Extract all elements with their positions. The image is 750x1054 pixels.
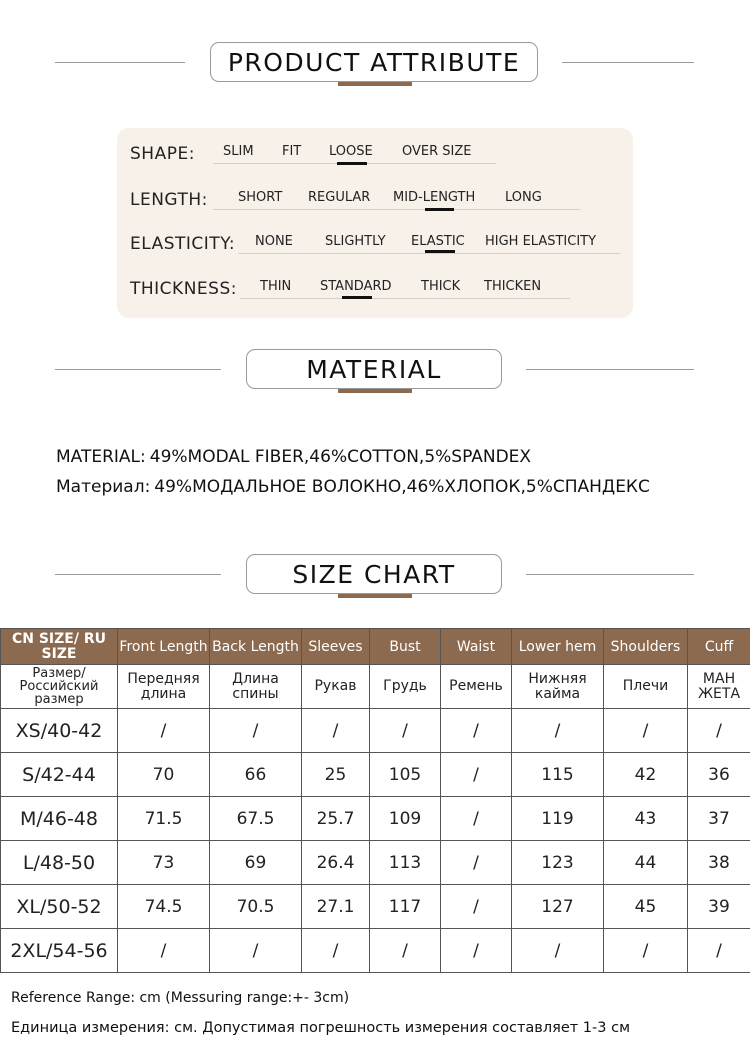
table-cell: /	[441, 929, 512, 973]
size-cell: XL/50-52	[1, 885, 118, 929]
table-cell: 45	[604, 885, 688, 929]
attr-option: LONG	[505, 190, 542, 205]
table-cell: 25.7	[302, 797, 370, 841]
header-cell: Грудь	[370, 665, 441, 709]
table-cell: /	[688, 929, 750, 973]
header-cell: Плечи	[604, 665, 688, 709]
attr-option: THIN	[260, 279, 292, 294]
table-cell: 37	[688, 797, 750, 841]
selected-marker	[425, 208, 454, 211]
divider-line	[55, 574, 221, 575]
table-cell: /	[512, 929, 604, 973]
header-row-en	[1, 629, 750, 665]
table-cell: /	[302, 709, 370, 753]
header-cell: Lower hem	[512, 629, 604, 665]
table-row	[1, 885, 750, 929]
table-cell: 74.5	[118, 885, 210, 929]
table-cell: 127	[512, 885, 604, 929]
section-title-attribute: PRODUCT ATTRIBUTE	[210, 42, 538, 82]
size-cell: L/48-50	[1, 841, 118, 885]
attr-option-selected: STANDARD	[320, 279, 392, 294]
header-row-ru	[1, 665, 750, 709]
attr-option: HIGH ELASTICITY	[485, 234, 597, 249]
attr-option-selected: LOOSE	[329, 144, 373, 159]
header-cell: Длина спины	[210, 665, 302, 709]
reference-note-en: Reference Range: cm (Messuring range:+- 3cm)	[11, 990, 350, 1006]
attr-option: SLIM	[223, 144, 254, 159]
table-row	[1, 841, 750, 885]
table-cell: /	[118, 929, 210, 973]
attr-option: NONE	[255, 234, 293, 249]
table-cell: /	[604, 929, 688, 973]
table-cell: 71.5	[118, 797, 210, 841]
attr-option-selected: ELASTIC	[411, 234, 465, 249]
header-cell: Передняя длина	[118, 665, 210, 709]
size-cell: 2XL/54-56	[1, 929, 118, 973]
title-underline	[338, 594, 412, 598]
attr-label-thickness: THICKNESS:	[130, 279, 237, 299]
size-cell: XS/40-42	[1, 709, 118, 753]
table-cell: 70.5	[210, 885, 302, 929]
table-cell: 25	[302, 753, 370, 797]
attr-rule	[238, 253, 620, 254]
table-cell: 66	[210, 753, 302, 797]
table-cell: 73	[118, 841, 210, 885]
table-cell: /	[604, 709, 688, 753]
material-ru	[56, 477, 650, 497]
divider-line	[526, 369, 694, 370]
table-cell: 36	[688, 753, 750, 797]
table-cell: 39	[688, 885, 750, 929]
attr-label-shape: SHAPE:	[130, 144, 195, 164]
table-cell: 117	[370, 885, 441, 929]
header-cell: Front Length	[118, 629, 210, 665]
attr-option: FIT	[282, 144, 302, 159]
attr-option-selected: MID-LENGTH	[393, 190, 476, 205]
table-row	[1, 709, 750, 753]
table-cell: /	[441, 885, 512, 929]
attr-label-length: LENGTH:	[130, 190, 208, 210]
attr-option: SHORT	[238, 190, 283, 205]
table-cell: 109	[370, 797, 441, 841]
size-chart-table	[0, 628, 750, 973]
material-ru-label: Материал:	[56, 477, 151, 497]
header-cell: Рукав	[302, 665, 370, 709]
table-cell: /	[210, 929, 302, 973]
table-cell: /	[118, 709, 210, 753]
size-cell: S/42-44	[1, 753, 118, 797]
table-cell: 67.5	[210, 797, 302, 841]
table-cell: /	[441, 709, 512, 753]
table-cell: 123	[512, 841, 604, 885]
reference-note-ru: Единица измерения: см. Допустимая погрешность измерения составляет 1-3 см	[11, 1020, 631, 1036]
header-cell: Ремень	[441, 665, 512, 709]
material-en	[56, 447, 531, 467]
attr-option: REGULAR	[308, 190, 371, 205]
selected-marker	[425, 250, 455, 253]
header-cell: Bust	[370, 629, 441, 665]
attr-label-elasticity: ELASTICITY:	[130, 234, 236, 254]
table-cell: /	[370, 709, 441, 753]
table-row	[1, 929, 750, 973]
table-cell: 44	[604, 841, 688, 885]
header-cell: CN SIZE/ RU SIZE	[1, 629, 118, 665]
table-cell: /	[370, 929, 441, 973]
header-cell: Sleeves	[302, 629, 370, 665]
table-cell: /	[441, 753, 512, 797]
divider-line	[55, 369, 221, 370]
size-cell: M/46-48	[1, 797, 118, 841]
table-cell: 113	[370, 841, 441, 885]
header-cell: Shoulders	[604, 629, 688, 665]
material-en-label: MATERIAL:	[56, 447, 146, 467]
table-cell: 69	[210, 841, 302, 885]
attr-rule	[213, 209, 580, 210]
attr-option: OVER SIZE	[402, 144, 472, 159]
section-title-size-chart: SIZE CHART	[246, 554, 502, 594]
table-cell: 38	[688, 841, 750, 885]
material-en-value: 49%MODAL FIBER,46%COTTON,5%SPANDEX	[149, 447, 532, 467]
divider-line	[526, 574, 694, 575]
header-cell: Back Length	[210, 629, 302, 665]
selected-marker	[342, 296, 372, 299]
table-row	[1, 753, 750, 797]
table-cell: 27.1	[302, 885, 370, 929]
table-cell: 43	[604, 797, 688, 841]
table-cell: 70	[118, 753, 210, 797]
divider-line	[55, 62, 185, 63]
table-cell: 26.4	[302, 841, 370, 885]
table-cell: 115	[512, 753, 604, 797]
attr-option: THICKEN	[484, 279, 542, 294]
table-cell: /	[688, 709, 750, 753]
section-title-material: MATERIAL	[246, 349, 502, 389]
table-cell: 105	[370, 753, 441, 797]
selected-marker	[337, 162, 367, 165]
header-cell: Cuff	[688, 629, 750, 665]
attr-option: SLIGHTLY	[325, 234, 386, 249]
title-underline	[338, 82, 412, 86]
table-cell: 119	[512, 797, 604, 841]
header-cell: МАН ЖЕТА	[688, 665, 750, 709]
table-cell: /	[441, 841, 512, 885]
attr-option: THICK	[421, 279, 461, 294]
divider-line	[562, 62, 694, 63]
table-cell: /	[210, 709, 302, 753]
table-cell: /	[512, 709, 604, 753]
material-ru-value: 49%МОДАЛЬНОЕ ВОЛОКНО,46%ХЛОПОК,5%СПАНДЕКС	[154, 477, 650, 497]
header-cell: Размер/ Российский размер	[1, 665, 118, 709]
table-cell: 42	[604, 753, 688, 797]
table-row	[1, 797, 750, 841]
header-cell: Waist	[441, 629, 512, 665]
attr-rule	[240, 298, 570, 299]
table-cell: /	[302, 929, 370, 973]
table-cell: /	[441, 797, 512, 841]
header-cell: Нижняя кайма	[512, 665, 604, 709]
title-underline	[338, 389, 412, 393]
